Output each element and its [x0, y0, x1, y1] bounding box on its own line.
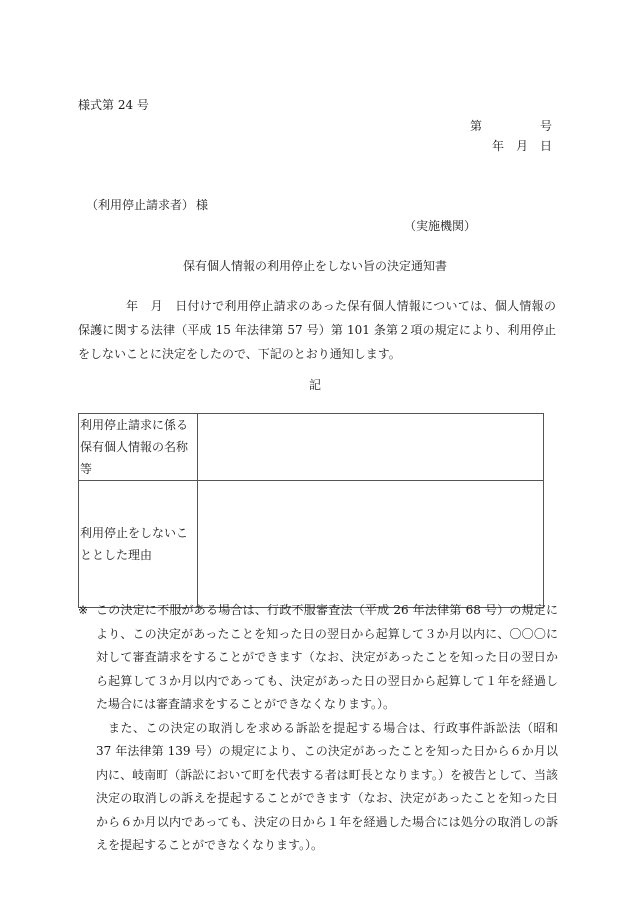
document-title: 保有個人情報の利用停止をしない旨の決定通知書	[182, 259, 447, 273]
addressee	[86, 197, 209, 213]
table-row	[79, 481, 544, 608]
body-text: 年 月 日付けで利用停止請求のあった保有個人情報については、個人情報の保護に関する法律（平成 15 年法律第 57 号）第 101 条第２項の規定により、利用停止をしないことに決定をしたので、下記のとおり通知します。	[78, 299, 556, 361]
reference-number	[470, 118, 553, 134]
row-value-reason	[198, 481, 544, 608]
note-paragraph-lawsuit: また、この決定の取消しを求める訴訟を提起する場合は、行政事件訴訟法（昭和 37 年法律第 139 号）の規定により、この決定があったことを知った日から６か月以内に、岐南町（訴訟において町を代表する者は町長となります。）を被告として、当該決定の取消しの訴えを提起することができます（なお、決定があったことを知った日から６か月以内であっても、決定の日から１年を経過した場合には処分の取消しの訴えを提起することができなくなります。）。	[96, 720, 558, 852]
addressee-honorific: 様	[196, 198, 209, 212]
footnote	[78, 599, 558, 858]
table-row	[79, 414, 544, 481]
row-value-info-name-text	[198, 414, 543, 480]
addressee-label: （利用停止請求者）	[86, 198, 195, 212]
issuer: （実施機関）	[404, 219, 477, 233]
reference-number-prefix: 第	[470, 119, 483, 133]
ki-heading: 記	[308, 378, 321, 392]
reference-number-suffix: 号	[540, 119, 553, 133]
issue-date: 年 月 日	[492, 139, 553, 153]
note-paragraph-appeal: この決定に不服がある場合は、行政不服審査法（平成 26 年法律第 68 号）の規定により、この決定があったことを知った日の翌日から起算して３か月以内に、〇〇〇に対して審査請求をすることができます（なお、決定があったことを知った日の翌日から起算して３か月以内であっても、決定があった日の翌日から起算して１年を経過した場合には審査請求をすることができなくなります。）。	[96, 603, 558, 711]
row-value-info-name	[198, 414, 544, 481]
form-number: 様式第 24 号	[78, 98, 149, 112]
row-value-reason-text	[198, 481, 543, 607]
details-table	[78, 413, 544, 608]
body-paragraph	[78, 294, 556, 366]
note-mark: ※	[78, 603, 89, 617]
row-label-info-name: 利用停止請求に係る保有個人情報の名称等	[79, 414, 198, 481]
row-label-reason: 利用停止をしないこととした理由	[79, 481, 198, 608]
